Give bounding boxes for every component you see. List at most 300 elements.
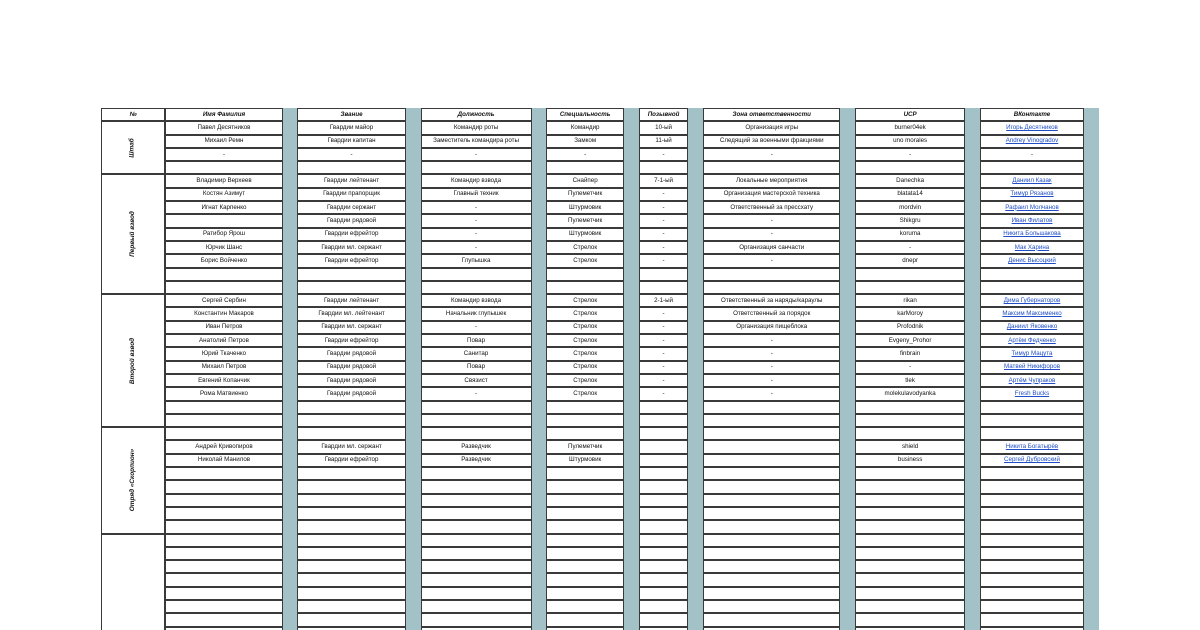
cell-ucp bbox=[855, 467, 965, 480]
cell-ucp: karMoroy bbox=[855, 307, 965, 320]
column-gap bbox=[283, 321, 298, 334]
table-row bbox=[101, 268, 1099, 281]
cell-ucp bbox=[855, 520, 965, 533]
table-row bbox=[101, 627, 1099, 630]
column-gap bbox=[688, 188, 703, 201]
cell-responsibility bbox=[703, 534, 840, 547]
cell-name: Андрей Кривопиров bbox=[165, 440, 282, 453]
column-gap bbox=[688, 121, 703, 134]
column-gap bbox=[840, 334, 855, 347]
table-row bbox=[101, 241, 1099, 254]
column-gap bbox=[965, 254, 980, 267]
cell-callsign bbox=[639, 507, 689, 520]
column-gap bbox=[532, 241, 547, 254]
table-row bbox=[101, 560, 1099, 573]
column-gap bbox=[532, 228, 547, 241]
header-callsign: Позывной bbox=[639, 108, 689, 121]
column-gap bbox=[624, 587, 639, 600]
cell-position: - bbox=[421, 321, 532, 334]
column-gap bbox=[624, 161, 639, 174]
column-gap bbox=[406, 108, 421, 121]
column-gap bbox=[406, 401, 421, 414]
cell-specialty bbox=[546, 613, 624, 626]
column-gap bbox=[532, 587, 547, 600]
column-gap bbox=[406, 188, 421, 201]
column-gap bbox=[624, 347, 639, 360]
cell-ucp bbox=[855, 507, 965, 520]
cell-vk[interactable]: Даниил Казак bbox=[980, 174, 1084, 187]
column-gap bbox=[624, 334, 639, 347]
column-gap bbox=[965, 534, 980, 547]
cell-rank bbox=[297, 281, 406, 294]
column-gap bbox=[406, 560, 421, 573]
cell-responsibility: - bbox=[703, 214, 840, 227]
column-gap bbox=[965, 294, 980, 307]
column-gap bbox=[840, 281, 855, 294]
cell-vk[interactable]: Никита Богатырёв bbox=[980, 440, 1084, 453]
cell-vk[interactable]: Матвей Никифоров bbox=[980, 361, 1084, 374]
cell-responsibility bbox=[703, 587, 840, 600]
column-gap bbox=[1084, 387, 1099, 400]
column-gap bbox=[840, 135, 855, 148]
cell-name: Юрий Ткаченко bbox=[165, 347, 282, 360]
column-gap bbox=[624, 121, 639, 134]
table-row bbox=[101, 494, 1099, 507]
cell-specialty: Стрелок bbox=[546, 321, 624, 334]
cell-position bbox=[421, 560, 532, 573]
cell-name: Павел Десятников bbox=[165, 121, 282, 134]
column-gap bbox=[1084, 401, 1099, 414]
cell-position bbox=[421, 613, 532, 626]
table-row bbox=[101, 467, 1099, 480]
column-gap bbox=[406, 294, 421, 307]
cell-position: - bbox=[421, 241, 532, 254]
cell-ucp bbox=[855, 414, 965, 427]
column-gap bbox=[283, 494, 298, 507]
cell-ucp bbox=[855, 534, 965, 547]
column-gap bbox=[532, 480, 547, 493]
cell-responsibility bbox=[703, 507, 840, 520]
cell-specialty: Стрелок bbox=[546, 334, 624, 347]
column-gap bbox=[965, 520, 980, 533]
column-gap bbox=[688, 174, 703, 187]
column-gap bbox=[406, 494, 421, 507]
column-gap bbox=[624, 467, 639, 480]
cell-callsign bbox=[639, 627, 689, 630]
column-gap bbox=[283, 135, 298, 148]
cell-callsign bbox=[639, 600, 689, 613]
column-gap bbox=[840, 188, 855, 201]
table-row bbox=[101, 374, 1099, 387]
table-row bbox=[101, 520, 1099, 533]
cell-callsign bbox=[639, 467, 689, 480]
cell-name: Михаил Ремн bbox=[165, 135, 282, 148]
cell-callsign bbox=[639, 534, 689, 547]
column-gap bbox=[283, 560, 298, 573]
cell-vk[interactable]: Никита Большакова bbox=[980, 228, 1084, 241]
header-rank: Звание bbox=[297, 108, 406, 121]
column-gap bbox=[283, 587, 298, 600]
column-gap bbox=[283, 108, 298, 121]
column-gap bbox=[965, 161, 980, 174]
column-gap bbox=[624, 547, 639, 560]
column-gap bbox=[624, 627, 639, 630]
cell-callsign bbox=[639, 427, 689, 440]
cell-ucp: finbrain bbox=[855, 347, 965, 360]
column-gap bbox=[840, 440, 855, 453]
cell-position bbox=[421, 414, 532, 427]
table-row bbox=[101, 401, 1099, 414]
cell-name bbox=[165, 573, 282, 586]
cell-vk[interactable]: Тимур Рязанов bbox=[980, 188, 1084, 201]
group-label: Штаб bbox=[129, 138, 137, 158]
column-gap bbox=[624, 241, 639, 254]
table-row bbox=[101, 587, 1099, 600]
cell-ucp: molekulavodyanka bbox=[855, 387, 965, 400]
cell-vk[interactable]: Сергей Дубровский bbox=[980, 454, 1084, 467]
cell-responsibility bbox=[703, 547, 840, 560]
cell-position: Санитар bbox=[421, 347, 532, 360]
cell-vk[interactable]: Иван Филатов bbox=[980, 214, 1084, 227]
cell-rank bbox=[297, 573, 406, 586]
column-gap bbox=[1084, 334, 1099, 347]
column-gap bbox=[688, 427, 703, 440]
cell-rank: Гвардии ефрейтор bbox=[297, 454, 406, 467]
column-gap bbox=[406, 214, 421, 227]
column-gap bbox=[688, 361, 703, 374]
column-gap bbox=[688, 401, 703, 414]
cell-specialty: Штурмовик bbox=[546, 454, 624, 467]
cell-rank: Гвардии прапорщик bbox=[297, 188, 406, 201]
group-label: Второй взвод bbox=[129, 337, 137, 384]
cell-name bbox=[165, 547, 282, 560]
column-gap bbox=[406, 268, 421, 281]
cell-vk[interactable]: Мак Харина bbox=[980, 241, 1084, 254]
column-gap bbox=[283, 334, 298, 347]
cell-responsibility bbox=[703, 520, 840, 533]
column-gap bbox=[1084, 294, 1099, 307]
cell-callsign bbox=[639, 520, 689, 533]
cell-callsign: - bbox=[639, 148, 689, 161]
cell-rank bbox=[297, 587, 406, 600]
table-row bbox=[101, 201, 1099, 214]
cell-callsign: - bbox=[639, 228, 689, 241]
cell-vk[interactable]: Дима Губернаторов bbox=[980, 294, 1084, 307]
cell-vk bbox=[980, 414, 1084, 427]
cell-ucp: Profodnik bbox=[855, 321, 965, 334]
column-gap bbox=[965, 281, 980, 294]
cell-vk[interactable]: Рафаил Молчанов bbox=[980, 201, 1084, 214]
cell-position: - bbox=[421, 148, 532, 161]
cell-ucp bbox=[855, 494, 965, 507]
column-gap bbox=[283, 214, 298, 227]
group-label-cell bbox=[101, 174, 165, 294]
cell-rank: Гвардии мл. сержант bbox=[297, 241, 406, 254]
column-gap bbox=[624, 108, 639, 121]
cell-name bbox=[165, 534, 282, 547]
cell-position bbox=[421, 161, 532, 174]
cell-callsign: - bbox=[639, 347, 689, 360]
column-gap bbox=[532, 427, 547, 440]
column-gap bbox=[406, 454, 421, 467]
column-gap bbox=[624, 520, 639, 533]
column-gap bbox=[406, 507, 421, 520]
cell-ucp bbox=[855, 627, 965, 630]
cell-responsibility bbox=[703, 281, 840, 294]
cell-vk bbox=[980, 560, 1084, 573]
table-row bbox=[101, 188, 1099, 201]
cell-rank bbox=[297, 414, 406, 427]
column-gap bbox=[688, 161, 703, 174]
column-gap bbox=[406, 480, 421, 493]
column-gap bbox=[283, 374, 298, 387]
column-gap bbox=[624, 401, 639, 414]
cell-callsign bbox=[639, 454, 689, 467]
cell-rank: Гвардии мл. сержант bbox=[297, 321, 406, 334]
column-gap bbox=[283, 188, 298, 201]
cell-responsibility bbox=[703, 268, 840, 281]
cell-ucp: - bbox=[855, 361, 965, 374]
cell-responsibility: Организация мастерской техника bbox=[703, 188, 840, 201]
column-gap bbox=[965, 387, 980, 400]
column-gap bbox=[532, 627, 547, 630]
column-gap bbox=[965, 188, 980, 201]
cell-name bbox=[165, 627, 282, 630]
cell-rank bbox=[297, 507, 406, 520]
column-gap bbox=[624, 201, 639, 214]
column-gap bbox=[406, 148, 421, 161]
cell-specialty bbox=[546, 480, 624, 493]
column-gap bbox=[283, 600, 298, 613]
column-gap bbox=[965, 201, 980, 214]
column-gap bbox=[283, 174, 298, 187]
cell-ucp: dnepr bbox=[855, 254, 965, 267]
column-gap bbox=[840, 494, 855, 507]
cell-position bbox=[421, 520, 532, 533]
cell-specialty bbox=[546, 560, 624, 573]
cell-vk bbox=[980, 480, 1084, 493]
cell-responsibility: Следящий за военными фракциями bbox=[703, 135, 840, 148]
column-gap bbox=[1084, 214, 1099, 227]
cell-ucp bbox=[855, 401, 965, 414]
column-gap bbox=[840, 454, 855, 467]
cell-callsign: - bbox=[639, 214, 689, 227]
cell-vk bbox=[980, 427, 1084, 440]
cell-vk[interactable]: Денис Высоцкий bbox=[980, 254, 1084, 267]
cell-responsibility bbox=[703, 427, 840, 440]
cell-callsign bbox=[639, 161, 689, 174]
cell-ucp: uno morales bbox=[855, 135, 965, 148]
cell-callsign: 7-1-ый bbox=[639, 174, 689, 187]
table-row bbox=[101, 547, 1099, 560]
roster-sheet bbox=[101, 108, 1099, 630]
column-gap bbox=[624, 534, 639, 547]
column-gap bbox=[532, 454, 547, 467]
cell-specialty bbox=[546, 547, 624, 560]
column-gap bbox=[624, 454, 639, 467]
cell-rank bbox=[297, 427, 406, 440]
cell-rank: Гвардии рядовой bbox=[297, 347, 406, 360]
cell-ucp: shield bbox=[855, 440, 965, 453]
cell-specialty: Стрелок bbox=[546, 347, 624, 360]
column-gap bbox=[688, 547, 703, 560]
column-gap bbox=[624, 414, 639, 427]
column-gap bbox=[1084, 414, 1099, 427]
cell-specialty: Командир bbox=[546, 121, 624, 134]
column-gap bbox=[624, 135, 639, 148]
cell-ucp bbox=[855, 613, 965, 626]
column-gap bbox=[688, 613, 703, 626]
cell-rank bbox=[297, 401, 406, 414]
column-gap bbox=[688, 467, 703, 480]
cell-rank bbox=[297, 560, 406, 573]
cell-position bbox=[421, 600, 532, 613]
column-gap bbox=[624, 321, 639, 334]
column-gap bbox=[532, 321, 547, 334]
cell-specialty: Стрелок bbox=[546, 307, 624, 320]
cell-specialty: Снайпер bbox=[546, 174, 624, 187]
group-label: Первый взвод bbox=[129, 211, 137, 258]
cell-responsibility bbox=[703, 560, 840, 573]
column-gap bbox=[1084, 254, 1099, 267]
column-gap bbox=[283, 268, 298, 281]
cell-vk[interactable]: Артём Федченко bbox=[980, 334, 1084, 347]
column-gap bbox=[1084, 321, 1099, 334]
cell-specialty: Стрелок bbox=[546, 241, 624, 254]
cell-vk[interactable]: Артём Чупраков bbox=[980, 374, 1084, 387]
cell-rank bbox=[297, 613, 406, 626]
column-gap bbox=[840, 321, 855, 334]
cell-callsign: - bbox=[639, 307, 689, 320]
cell-rank: Гвардии ефрейтор bbox=[297, 334, 406, 347]
column-gap bbox=[965, 121, 980, 134]
cell-callsign: - bbox=[639, 254, 689, 267]
cell-callsign bbox=[639, 547, 689, 560]
column-gap bbox=[688, 480, 703, 493]
column-gap bbox=[406, 600, 421, 613]
column-gap bbox=[840, 214, 855, 227]
column-gap bbox=[1084, 587, 1099, 600]
column-gap bbox=[688, 520, 703, 533]
cell-position bbox=[421, 268, 532, 281]
column-gap bbox=[1084, 600, 1099, 613]
cell-vk bbox=[980, 547, 1084, 560]
cell-name: Сергей Сербин bbox=[165, 294, 282, 307]
cell-name bbox=[165, 281, 282, 294]
cell-rank bbox=[297, 467, 406, 480]
cell-name: Михаил Петров bbox=[165, 361, 282, 374]
cell-responsibility: Ответственный за прессхату bbox=[703, 201, 840, 214]
table-row bbox=[101, 454, 1099, 467]
column-gap bbox=[1084, 440, 1099, 453]
cell-vk[interactable]: Даниил Яковенко bbox=[980, 321, 1084, 334]
group-label-cell bbox=[101, 121, 165, 174]
cell-ucp bbox=[855, 573, 965, 586]
cell-vk bbox=[980, 600, 1084, 613]
cell-position: Глупышка bbox=[421, 254, 532, 267]
column-gap bbox=[1084, 121, 1099, 134]
column-gap bbox=[283, 480, 298, 493]
cell-position: - bbox=[421, 387, 532, 400]
column-gap bbox=[840, 201, 855, 214]
cell-ucp: mordvin bbox=[855, 201, 965, 214]
cell-specialty bbox=[546, 534, 624, 547]
cell-rank bbox=[297, 268, 406, 281]
column-gap bbox=[965, 374, 980, 387]
column-gap bbox=[688, 334, 703, 347]
cell-ucp: burner04ek bbox=[855, 121, 965, 134]
column-gap bbox=[688, 627, 703, 630]
cell-vk bbox=[980, 520, 1084, 533]
column-gap bbox=[532, 268, 547, 281]
table-row bbox=[101, 148, 1099, 161]
table-row bbox=[101, 480, 1099, 493]
column-gap bbox=[532, 347, 547, 360]
cell-ucp bbox=[855, 547, 965, 560]
table-row bbox=[101, 294, 1099, 307]
cell-name bbox=[165, 587, 282, 600]
cell-vk[interactable]: Andrey Vinogradov bbox=[980, 135, 1084, 148]
group-label-cell bbox=[101, 534, 165, 630]
cell-vk[interactable]: Тимур Мацута bbox=[980, 347, 1084, 360]
cell-rank: Гвардии рядовой bbox=[297, 214, 406, 227]
column-gap bbox=[840, 627, 855, 630]
cell-name bbox=[165, 268, 282, 281]
column-gap bbox=[1084, 573, 1099, 586]
column-gap bbox=[688, 414, 703, 427]
column-gap bbox=[965, 454, 980, 467]
table-row bbox=[101, 347, 1099, 360]
cell-name bbox=[165, 427, 282, 440]
cell-callsign: 11-ый bbox=[639, 135, 689, 148]
cell-specialty bbox=[546, 401, 624, 414]
column-gap bbox=[532, 494, 547, 507]
column-gap bbox=[283, 507, 298, 520]
table-row bbox=[101, 507, 1099, 520]
column-gap bbox=[283, 201, 298, 214]
column-gap bbox=[624, 480, 639, 493]
column-gap bbox=[688, 214, 703, 227]
cell-vk[interactable]: Игорь Десятников bbox=[980, 121, 1084, 134]
cell-name bbox=[165, 613, 282, 626]
cell-name: Иван Петров bbox=[165, 321, 282, 334]
column-gap bbox=[965, 467, 980, 480]
cell-responsibility bbox=[703, 613, 840, 626]
roster-table bbox=[101, 108, 1099, 630]
cell-vk bbox=[980, 534, 1084, 547]
column-gap bbox=[406, 228, 421, 241]
cell-vk[interactable]: Максим Максименко bbox=[980, 307, 1084, 320]
cell-position: Разведчик bbox=[421, 440, 532, 453]
column-gap bbox=[840, 254, 855, 267]
column-gap bbox=[406, 573, 421, 586]
cell-callsign bbox=[639, 268, 689, 281]
cell-specialty: Стрелок bbox=[546, 361, 624, 374]
cell-vk[interactable]: Fresh Bucks bbox=[980, 387, 1084, 400]
column-gap bbox=[840, 600, 855, 613]
column-gap bbox=[840, 121, 855, 134]
cell-callsign bbox=[639, 414, 689, 427]
column-gap bbox=[283, 148, 298, 161]
column-gap bbox=[1084, 467, 1099, 480]
column-gap bbox=[624, 440, 639, 453]
cell-position bbox=[421, 480, 532, 493]
column-gap bbox=[688, 347, 703, 360]
column-gap bbox=[688, 241, 703, 254]
cell-rank: Гвардии рядовой bbox=[297, 374, 406, 387]
column-gap bbox=[406, 281, 421, 294]
column-gap bbox=[840, 560, 855, 573]
